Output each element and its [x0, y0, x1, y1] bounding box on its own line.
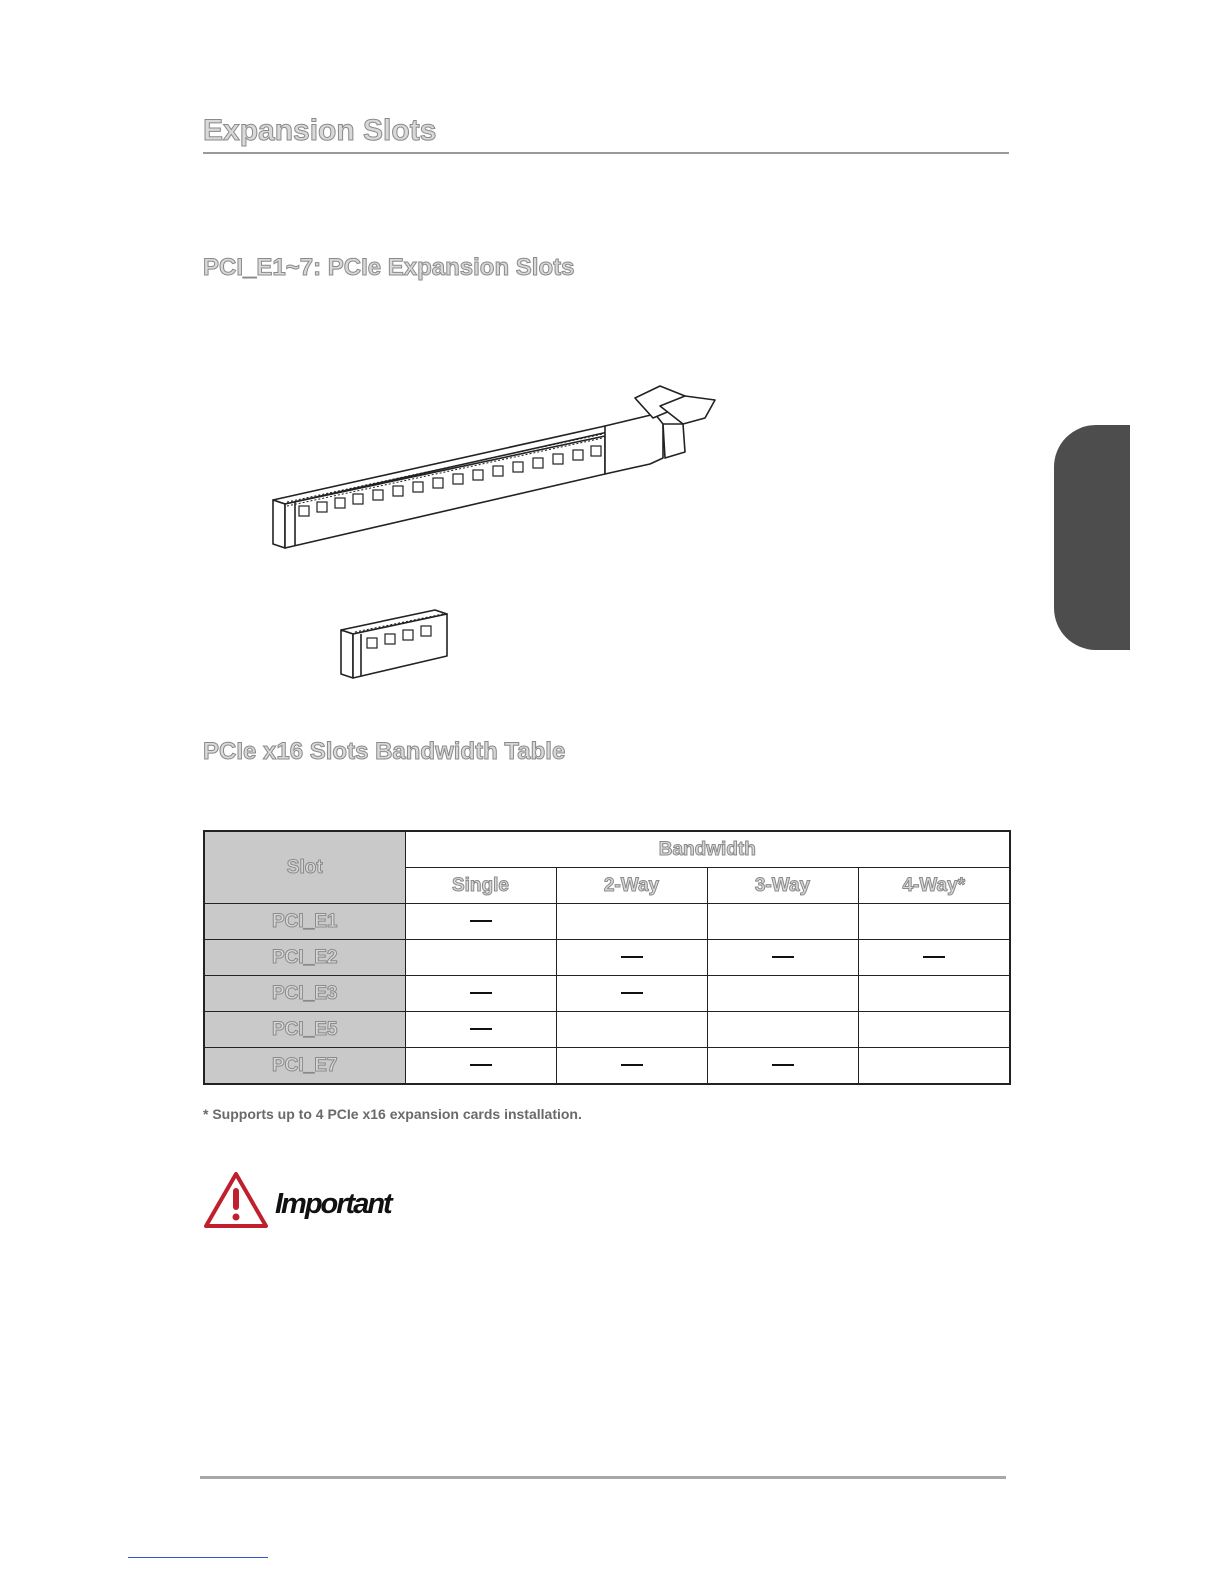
important-label: Important — [275, 1188, 391, 1220]
supported-mark — [470, 1028, 492, 1030]
bandwidth-cell — [405, 904, 556, 940]
bandwidth-cell — [405, 976, 556, 1012]
bandwidth-header: Bandwidth — [405, 831, 1010, 868]
bandwidth-cell — [405, 1012, 556, 1048]
bandwidth-cell — [556, 904, 707, 940]
slot-name-cell: PCI_E3 — [204, 976, 405, 1012]
section-heading-pcie-slots: PCI_E1~7: PCIe Expansion Slots — [203, 254, 575, 281]
table-row — [204, 1048, 1010, 1085]
supported-mark — [470, 920, 492, 922]
slot-header: Slot — [204, 831, 405, 904]
table-row — [204, 940, 1010, 976]
supported-mark — [621, 992, 643, 994]
bandwidth-cell — [556, 1012, 707, 1048]
title-divider — [203, 152, 1009, 154]
bandwidth-cell — [858, 904, 1010, 940]
supported-mark — [923, 956, 945, 958]
link-underline — [128, 1557, 268, 1558]
bandwidth-cell — [405, 1048, 556, 1085]
page-title: Expansion Slots — [203, 114, 437, 147]
warning-triangle-icon — [202, 1170, 270, 1230]
bandwidth-cell — [707, 904, 858, 940]
table-row — [204, 976, 1010, 1012]
footer-divider — [200, 1476, 1006, 1479]
column-header: 4-Way* — [858, 868, 1010, 904]
bandwidth-cell — [556, 976, 707, 1012]
bandwidth-cell — [707, 940, 858, 976]
bandwidth-cell — [858, 1012, 1010, 1048]
bandwidth-table — [203, 830, 1011, 1085]
bandwidth-cell — [556, 1048, 707, 1085]
pcie-x16-slot-illustration — [265, 378, 725, 558]
pcie-x1-slot-illustration — [335, 600, 455, 682]
table-footnote: * Supports up to 4 PCIe x16 expansion cards installation. — [203, 1106, 582, 1122]
slot-name-cell: PCI_E1 — [204, 904, 405, 940]
slot-name-cell: PCI_E7 — [204, 1048, 405, 1085]
bandwidth-cell — [707, 1048, 858, 1085]
supported-mark — [621, 956, 643, 958]
bandwidth-cell — [707, 1012, 858, 1048]
chapter-side-tab — [1054, 425, 1130, 650]
bandwidth-cell — [858, 1048, 1010, 1085]
table-row — [204, 1012, 1010, 1048]
supported-mark — [470, 992, 492, 994]
bandwidth-cell — [858, 940, 1010, 976]
slot-name-cell: PCI_E5 — [204, 1012, 405, 1048]
column-header: 3-Way — [707, 868, 858, 904]
supported-mark — [470, 1064, 492, 1066]
bandwidth-cell — [858, 976, 1010, 1012]
column-header: Single — [405, 868, 556, 904]
section-heading-bandwidth-table: PCIe x16 Slots Bandwidth Table — [203, 738, 566, 765]
bandwidth-cell — [556, 940, 707, 976]
bandwidth-cell — [707, 976, 858, 1012]
bandwidth-cell — [405, 940, 556, 976]
column-header: 2-Way — [556, 868, 707, 904]
table-row — [204, 904, 1010, 940]
supported-mark — [772, 1064, 794, 1066]
slot-name-cell: PCI_E2 — [204, 940, 405, 976]
supported-mark — [621, 1064, 643, 1066]
supported-mark — [772, 956, 794, 958]
